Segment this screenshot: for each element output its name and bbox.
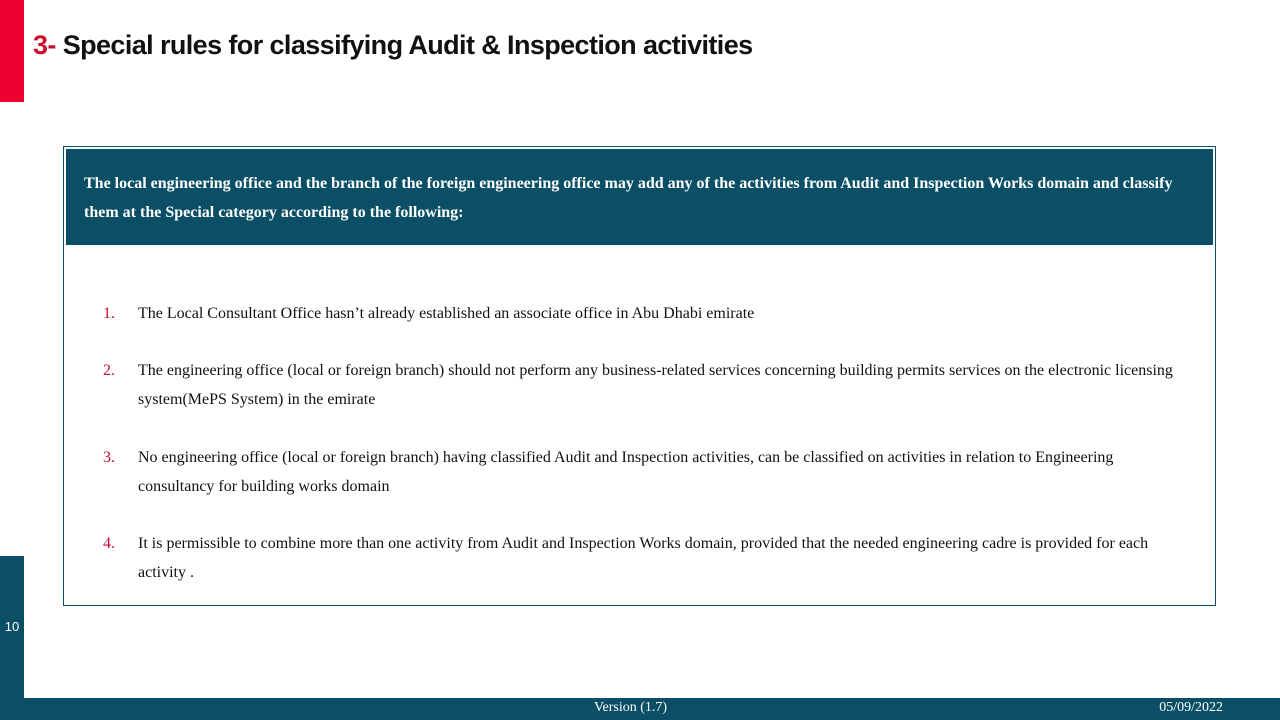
list-marker: 3.	[103, 449, 115, 466]
red-accent-bar	[0, 0, 24, 102]
rules-box	[63, 146, 1216, 606]
list-marker: 2.	[103, 362, 115, 379]
list-item-text: No engineering office (local or foreign branch) having classified Audit and Inspection activities, can be classified on activities in relation to Engineering consultancy for building works domain	[138, 449, 1114, 495]
date-label: 05/09/2022	[1159, 700, 1223, 715]
list-item	[98, 299, 1188, 328]
list-marker: 1.	[103, 305, 115, 322]
rules-list	[98, 299, 1188, 587]
list-item	[98, 529, 1188, 587]
rules-header: The local engineering office and the branch of the foreign engineering office may add any of the activities from Audit and Inspection Works domain and classify them at the Special category according to the following:	[66, 149, 1213, 245]
list-item-text: The engineering office (local or foreign branch) should not perform any business-related services concerning building permits services on the electronic licensing system(MePS System) in the emirate	[138, 362, 1173, 408]
list-marker: 4.	[103, 535, 115, 552]
footer-bar	[24, 698, 1280, 720]
slide-title	[33, 30, 753, 61]
list-item	[98, 443, 1188, 501]
list-item-text: It is permissible to combine more than one activity from Audit and Inspection Works domain, provided that the needed engineering cadre is provided for each activity .	[138, 535, 1149, 581]
title-number: 3-	[33, 30, 56, 60]
page-number: 10	[4, 619, 20, 634]
list-item-text: The Local Consultant Office hasn’t already established an associate office in Abu Dhabi emirate	[138, 305, 755, 322]
list-item	[98, 356, 1188, 414]
title-text: Special rules for classifying Audit & Inspection activities	[62, 30, 753, 60]
version-label: Version (1.7)	[594, 700, 668, 715]
page-number-bar	[0, 556, 24, 720]
